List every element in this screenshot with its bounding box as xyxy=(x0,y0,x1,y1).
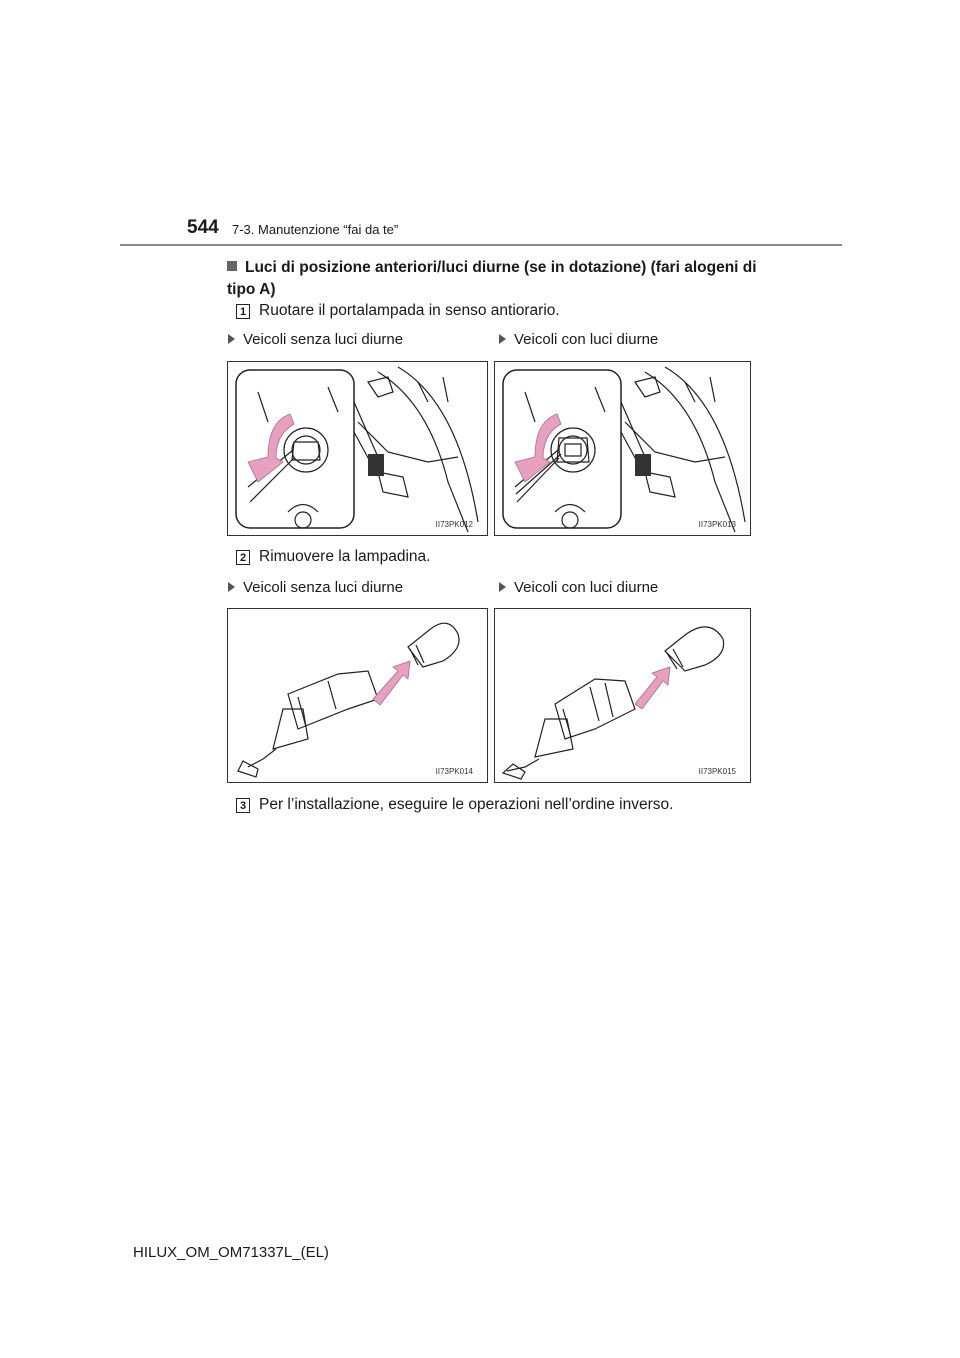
subsection-heading xyxy=(227,257,787,301)
page-number: 544 xyxy=(187,217,219,238)
variant-label-right-2: Veicoli con luci diurne xyxy=(499,579,658,596)
figure-bulb-no-drl xyxy=(227,608,488,783)
figure-code: II73PK012 xyxy=(435,520,473,529)
figure-code: II73PK013 xyxy=(698,520,736,529)
step-text-2: Rimuovere la lampadina. xyxy=(259,548,431,565)
figure-bulb-with-drl xyxy=(494,608,751,783)
variant-label-left-2: Veicoli senza luci diurne xyxy=(228,579,403,596)
triangle-bullet-icon xyxy=(228,582,235,592)
header-rule xyxy=(120,244,842,246)
section-title: 7-3. Manutenzione “fai da te” xyxy=(232,222,399,237)
figure-code: II73PK014 xyxy=(435,767,473,776)
square-bullet-icon xyxy=(227,261,237,271)
figure-code: II73PK015 xyxy=(698,767,736,776)
variant-label-left-1: Veicoli senza luci diurne xyxy=(228,331,403,348)
step-text-1: Ruotare il portalampada in senso antiorario. xyxy=(259,302,560,319)
heading-text: Luci di posizione anteriori/luci diurne (se in dotazione) (fari alogeni di tipo A) xyxy=(227,259,757,298)
triangle-bullet-icon xyxy=(228,334,235,344)
document-footer: HILUX_OM_OM71337L_(EL) xyxy=(133,1244,329,1261)
step-badge-1: 1 xyxy=(236,304,250,319)
step-text-3: Per l’installazione, eseguire le operazioni nell’ordine inverso. xyxy=(259,796,674,813)
step-badge-2: 2 xyxy=(236,550,250,565)
variant-label-right-1: Veicoli con luci diurne xyxy=(499,331,658,348)
figure-socket-no-drl xyxy=(227,361,488,536)
step-badge-3: 3 xyxy=(236,798,250,813)
figure-socket-with-drl xyxy=(494,361,751,536)
triangle-bullet-icon xyxy=(499,582,506,592)
triangle-bullet-icon xyxy=(499,334,506,344)
